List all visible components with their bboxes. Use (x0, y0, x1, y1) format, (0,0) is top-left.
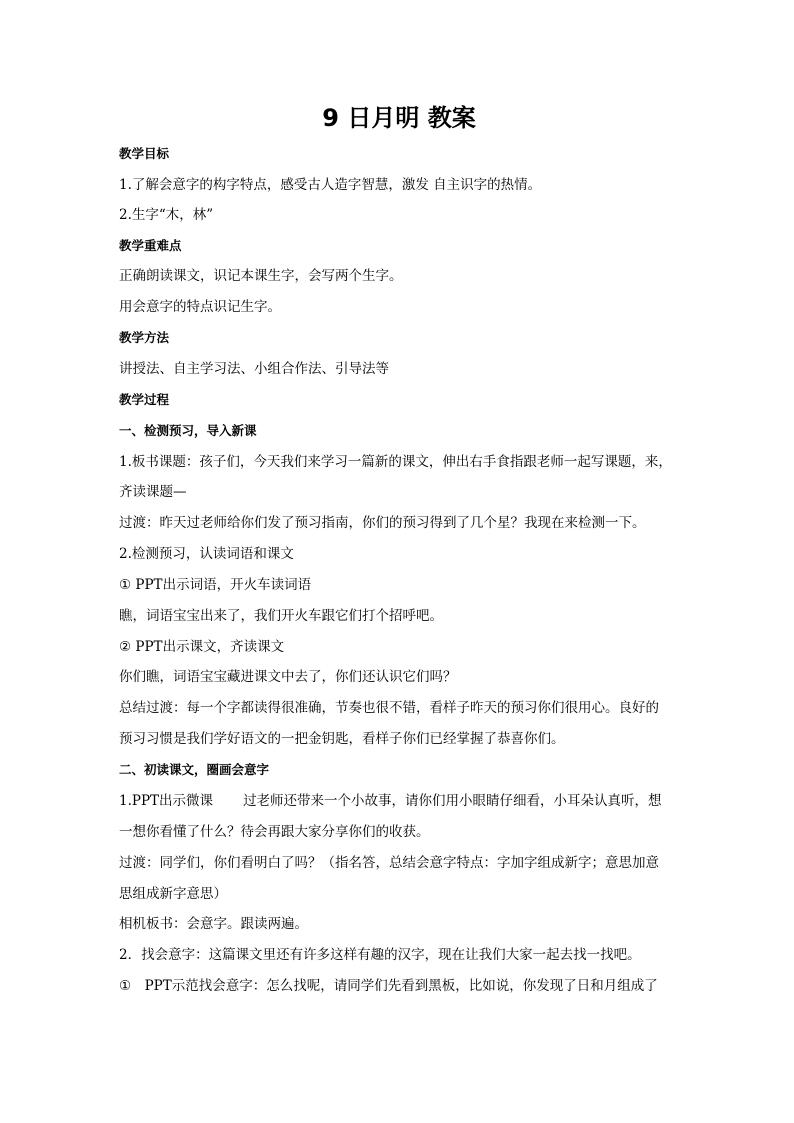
paragraph-line: 2.检测预习，认读词语和课文 (119, 546, 294, 562)
section-heading: 教学过程 (119, 392, 170, 407)
paragraph-line: 预习习惯是我们学好语文的一把金钥匙，看样子你们已经掌握了恭喜你们。 (119, 731, 565, 747)
paragraph-line: 正确朗读课文，识记本课生字，会写两个生字。 (119, 268, 403, 284)
paragraph-line-part: 1.PPT出示微课 (119, 793, 214, 809)
paragraph-line: 过渡：昨天过老师给你们发了预习指南，你们的预习得到了几个星？我现在来检测一下。 (119, 515, 646, 531)
paragraph-line: 总结过渡：每一个字都读得很准确，节奏也很不错，看样子昨天的预习你们很用心。良好的 (119, 700, 659, 716)
section-heading: 一、检测预习，导入新课 (119, 423, 257, 438)
document-title: 9 日月明 教案 (322, 104, 476, 132)
paragraph-line: 你们瞧，词语宝宝藏进课文中去了，你们还认识它们吗？ (119, 669, 457, 685)
paragraph-line: ① PPT示范找会意字：怎么找呢，请同学们先看到黑板，比如说，你发现了日和月组成了 (119, 978, 658, 994)
paragraph-line (119, 791, 679, 811)
paragraph-line: 2.生字“木，林” (119, 207, 214, 223)
section-heading: 教学重难点 (119, 238, 182, 253)
paragraph-line: ① PPT出示词语，开火车读词语 (119, 577, 312, 593)
paragraph-line: 1.了解会意字的构字特点，感受古人造字智慧，激发 自主识字的热情。 (119, 177, 542, 193)
paragraph-line-part: 过老师还带来一个小故事，请你们用小眼睛仔细看，小耳朵认真听，想 (243, 793, 662, 809)
section-heading: 二、初读课文，圈画会意字 (119, 762, 270, 777)
paragraph-line: 一想你看懂了什么？待会再跟大家分享你们的收获。 (119, 824, 430, 840)
paragraph-line: 过渡：同学们，你们看明白了吗？（指名答，总结会意字特点：字加字组成新字；意思加意 (119, 855, 659, 871)
paragraph-line: ② PPT出示课文，齐读课文 (119, 639, 285, 655)
section-heading: 教学目标 (119, 146, 170, 161)
paragraph-line: 2．找会意字：这篇课文里还有许多这样有趣的汉字，现在让我们大家一起去找一找吧。 (119, 947, 641, 963)
paragraph-line: 齐读课题— (119, 484, 187, 500)
paragraph-line: 思组成新字意思） (119, 886, 227, 902)
paragraph-line: 1.板书课题：孩子们，今天我们来学习一篇新的课文，伸出右手食指跟老师一起写课题，来， (119, 454, 672, 470)
paragraph-line: 相机板书：会意字。跟读两遍。 (119, 916, 308, 932)
section-heading: 教学方法 (119, 330, 170, 345)
paragraph-line: 讲授法、自主学习法、小组合作法、引导法等 (119, 361, 389, 377)
paragraph-line: 瞧，词语宝宝出来了，我们开火车跟它们打个招呼吧。 (119, 608, 443, 624)
paragraph-line: 用会意字的特点识记生字。 (119, 299, 281, 315)
